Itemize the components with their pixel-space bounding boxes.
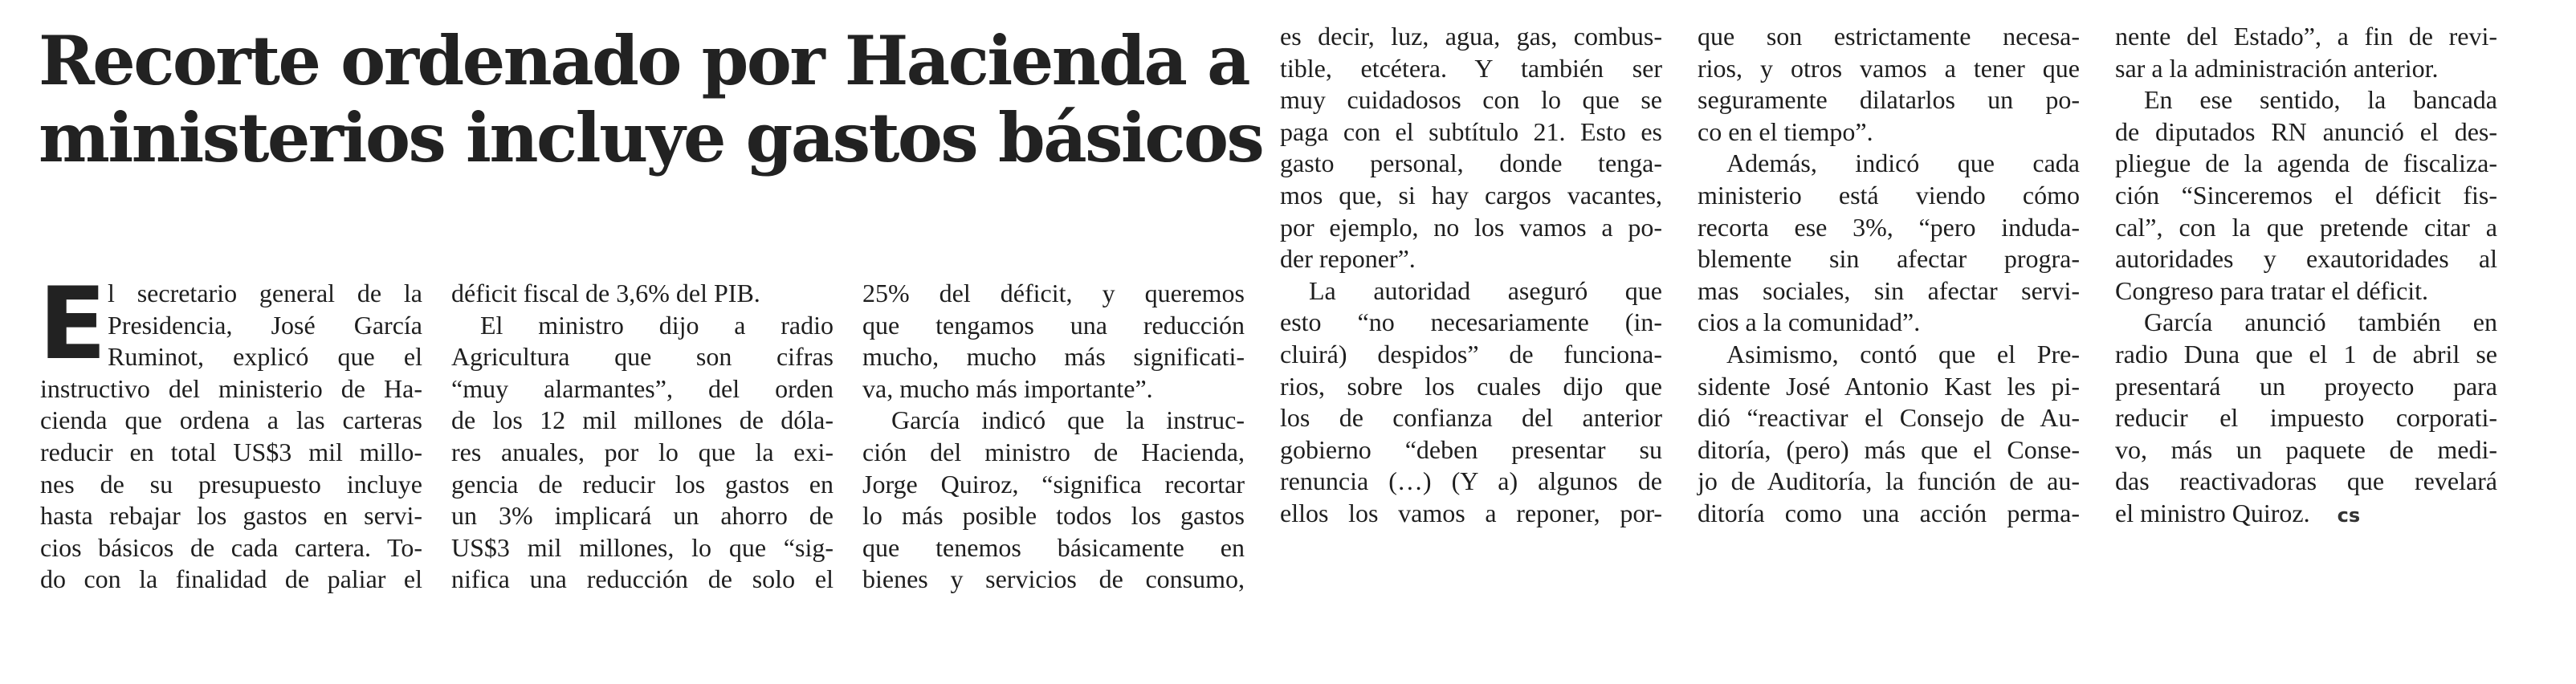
column-line: bienes y servicios de consumo,: [862, 564, 1245, 594]
column-line: lo más posible todos los gastos: [862, 501, 1245, 531]
column-line: un 3% implicará un ahorro de: [451, 501, 834, 531]
column-line: de los 12 mil millones de dóla-: [451, 405, 834, 435]
column-line: radio Duna que el 1 de abril se: [2115, 339, 2497, 368]
column-line: reducir el impuesto corporati-: [2115, 403, 2497, 433]
column-line: En ese sentido, la bancada: [2144, 85, 2497, 115]
column-line: presentará un proyecto para: [2115, 371, 2497, 401]
column-line: cal”, con la que pretende citar a: [2115, 212, 2497, 242]
column-line: de diputados RN anunció el des-: [2115, 116, 2497, 146]
column-line: reducir en total US$3 mil millo-: [40, 437, 422, 466]
column-line: que tenemos básicamente en: [862, 532, 1245, 562]
column-line: va, mucho más importante”.: [862, 373, 1153, 403]
column-line: nente del Estado”, a fin de revi-: [2115, 22, 2497, 51]
column-line: gasto personal, donde tenga-: [1280, 149, 1662, 178]
column-line: muy cuidadosos con lo que se: [1280, 85, 1662, 115]
column-line: ditoría como una acción perma-: [1698, 498, 2080, 527]
column-line: dió “reactivar el Consejo de Au-: [1698, 403, 2080, 433]
column-line: ción “Sinceremos el déficit fis-: [2115, 180, 2497, 210]
final-sentence: el ministro Quiroz.: [2115, 498, 2310, 527]
column-line: US$3 mil millones, lo que “sig-: [451, 532, 834, 562]
column-line: res anuales, por lo que la exi-: [451, 437, 834, 466]
article-column-6: [2115, 21, 2497, 530]
column-line: déficit fiscal de 3,6% del PIB.: [451, 279, 760, 307]
column-line: sar a la administración anterior.: [2115, 53, 2439, 83]
column-line: cienda que ordena a las carteras: [40, 405, 422, 435]
column-line: Además, indicó que cada: [1726, 149, 2080, 178]
column-line: Congreso para tratar el déficit.: [2115, 275, 2429, 305]
column-line: Ruminot, explicó que el: [108, 342, 422, 372]
column-line: nes de su presupuesto incluye: [40, 469, 422, 499]
headline-line-1: Recorte ordenado por Hacienda a: [39, 21, 1249, 100]
column-line: do con la finalidad de paliar el: [40, 564, 422, 594]
column-line: El ministro dijo a radio: [480, 310, 834, 340]
column-line: Presidencia, José García: [108, 310, 422, 340]
article-column-3: [862, 278, 1245, 596]
column-line: hasta rebajar los gastos en servi-: [40, 501, 422, 531]
column-line: Agricultura que son cifras: [451, 342, 834, 372]
column-line: renuncia (…) (Y a) algunos de: [1280, 466, 1662, 496]
column-line: Asimismo, contó que el Pre-: [1726, 339, 2080, 368]
column-line: cios a la comunidad”.: [1698, 307, 1921, 337]
column-line: seguramente dilatarlos un po-: [1698, 85, 2080, 115]
article-column-4: [1280, 21, 1662, 530]
column-line: que tengamos una reducción: [862, 310, 1245, 340]
column-line: ellos los vamos a reponer, por-: [1280, 498, 1662, 527]
column-line: gobierno “deben presentar su: [1280, 434, 1662, 464]
column-line: paga con el subtítulo 21. Esto es: [1280, 116, 1662, 146]
article-headline: [39, 21, 1263, 177]
column-line: los de confianza del anterior: [1280, 403, 1662, 433]
column-line: gencia de reducir los gastos en: [451, 469, 834, 499]
column-line: recorta ese 3%, “pero induda-: [1698, 212, 2080, 242]
column-line: ditoría, (pero) más que el Conse-: [1698, 434, 2080, 464]
headline-line-2: ministerios incluye gastos básicos: [39, 98, 1263, 177]
column-line: der reponer”.: [1280, 244, 1416, 274]
drop-cap: E: [39, 267, 107, 382]
column-line: tible, etcétera. Y también ser: [1280, 53, 1662, 83]
column-line: instructivo del ministerio de Ha-: [40, 373, 422, 403]
column-line: l secretario general de la: [108, 279, 422, 307]
column-line: mos que, si hay cargos vacantes,: [1280, 180, 1662, 210]
column-line: mas sociales, sin afectar servi-: [1698, 275, 2080, 305]
column-line: jo de Auditoría, la función de au-: [1698, 466, 2080, 496]
column-line: ción del ministro de Hacienda,: [862, 437, 1245, 466]
column-line: co en el tiempo”.: [1698, 116, 1873, 146]
column-line: [2115, 498, 2497, 530]
column-line: es decir, luz, agua, gas, combus-: [1280, 22, 1662, 51]
column-line: Jorge Quiroz, “significa recortar: [862, 469, 1245, 499]
column-line: García indicó que la instruc-: [891, 405, 1245, 435]
column-line: rios, y otros vamos a tener que: [1698, 53, 2080, 83]
article-column-2: [451, 278, 834, 596]
column-line: das reactivadoras que revelará: [2115, 466, 2497, 496]
column-line: sidente José Antonio Kast les pi-: [1698, 371, 2080, 401]
article-column-5: [1698, 21, 2080, 530]
column-line: cluirá) despidos” de funciona-: [1280, 339, 1662, 368]
article-column-1: [40, 278, 422, 596]
column-line: La autoridad aseguró que: [1309, 275, 1662, 305]
column-line: “muy alarmantes”, del orden: [451, 373, 834, 403]
column-line: rios, sobre los cuales dijo que: [1280, 371, 1662, 401]
column-line: nifica una reducción de solo el: [451, 564, 834, 594]
column-line: 25% del déficit, y queremos: [862, 279, 1245, 307]
column-line: mucho, mucho más significati-: [862, 342, 1245, 372]
column-line: vo, más un paquete de medi-: [2115, 434, 2497, 464]
end-of-article-mark: cs: [2337, 503, 2361, 527]
column-line: por ejemplo, no los vamos a po-: [1280, 212, 1662, 242]
column-line: cios básicos de cada cartera. To-: [40, 532, 422, 562]
column-line: que son estrictamente necesa-: [1698, 22, 2080, 51]
column-line: ministerio está viendo cómo: [1698, 180, 2080, 210]
column-line: blemente sin afectar progra-: [1698, 244, 2080, 274]
column-line: esto “no necesariamente (in-: [1280, 307, 1662, 337]
column-line: pliegue de la agenda de fiscaliza-: [2115, 149, 2497, 178]
column-line: García anunció también en: [2144, 307, 2497, 337]
column-line: autoridades y exautoridades al: [2115, 244, 2497, 274]
